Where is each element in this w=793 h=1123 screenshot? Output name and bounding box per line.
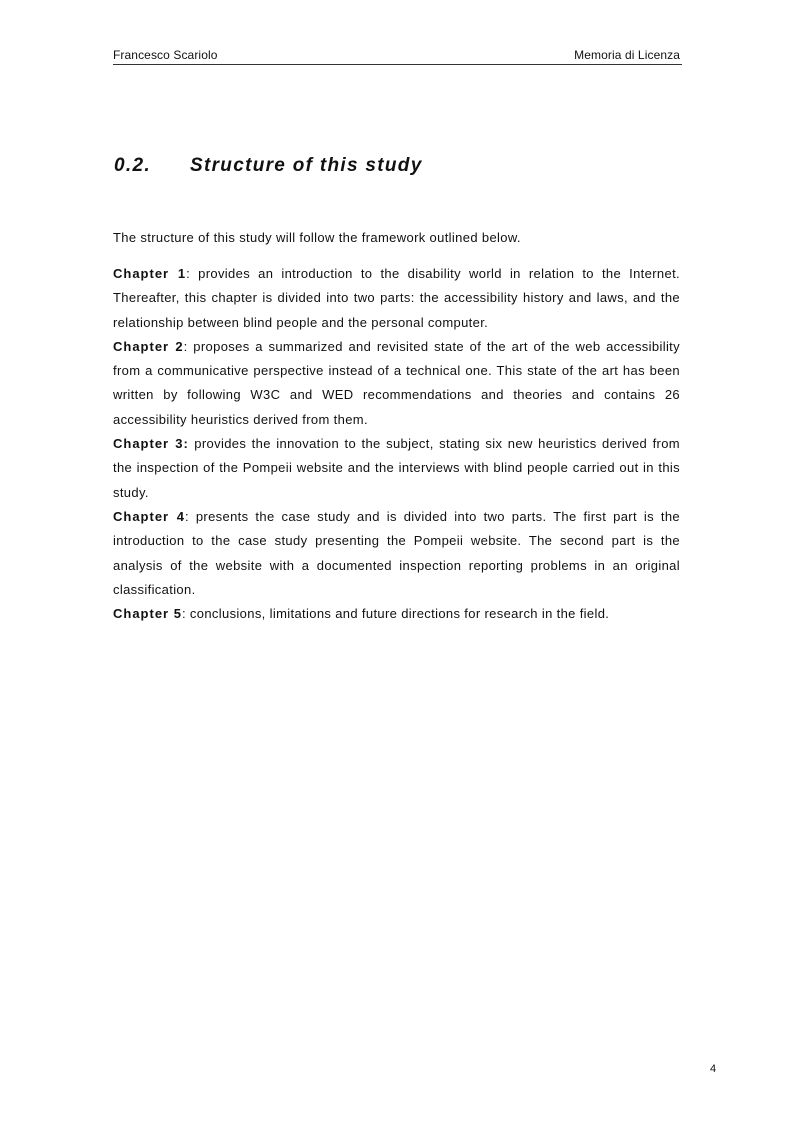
chapter-separator: : [184,508,189,524]
chapter-description: provides an introduction to the disability world in relation to the Internet. Thereafter, this chapter is divided into two parts: the accessibility history and laws, and the relationship between blind people and the personal computer. [113,266,680,330]
header-document-type: Memoria di Licenza [574,48,680,62]
page-number: 4 [710,1063,717,1075]
chapter-description: provides the innovation to the subject, stating six new heuristics derived from the inspection of the Pompeii website and the interviews with blind people carried out in this study. [113,436,680,500]
page-header [113,47,682,65]
chapter-item [113,505,680,602]
section-title: Structure of this study [190,155,423,176]
chapter-item [113,602,680,626]
chapter-description: proposes a summarized and revisited state of the art of the web accessibility from a communicative perspective instead of a technical one. This state of the art has been written by following W3C and WED recommendations and theories and contains 26 accessibility heuristics derived from them. [113,338,680,427]
chapter-list [113,262,680,626]
chapter-item [113,432,680,505]
chapter-description: conclusions, limitations and future directions for research in the field. [185,606,610,622]
chapter-item [113,335,680,432]
chapter-label: Chapter 2 [113,338,184,354]
chapter-separator: : [183,338,188,354]
section-number: 0.2. [114,155,151,176]
section-heading [114,153,423,179]
chapter-description: presents the case study and is divided into two parts. The first part is the introduction to the case study presenting the Pompeii website. The second part is the analysis of the website with a documented inspection reporting problems in an original classification. [113,508,680,597]
chapter-label: Chapter 4 [113,508,185,524]
chapter-label: Chapter 3: [113,436,189,452]
chapter-item [113,262,680,335]
chapter-label: Chapter 5 [113,606,182,622]
chapter-separator: : [181,606,186,622]
chapter-label: Chapter 1 [113,266,187,281]
intro-paragraph: The structure of this study will follow the framework outlined below. [113,230,521,245]
chapter-separator: : [186,266,191,281]
header-author: Francesco Scariolo [113,48,218,62]
